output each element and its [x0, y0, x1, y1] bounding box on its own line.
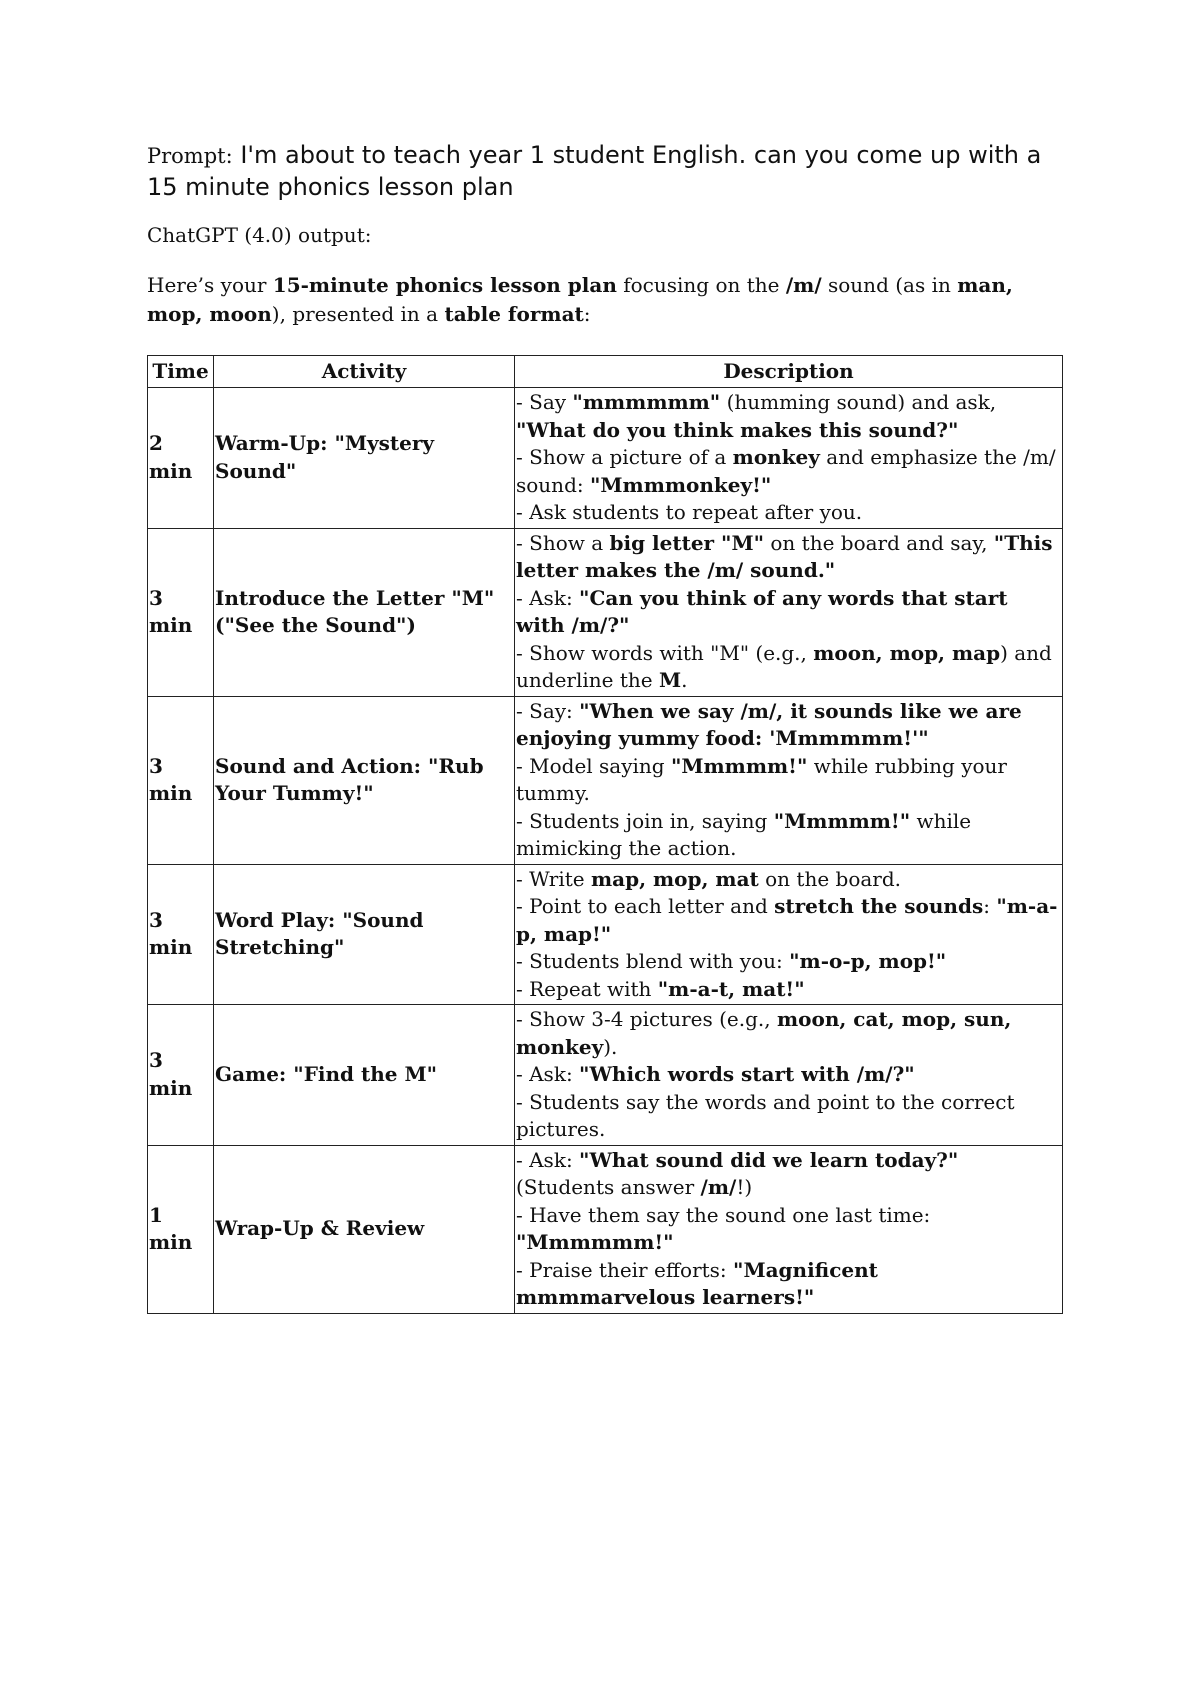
description-run: "mmmmmm": [572, 390, 721, 414]
description-line: [516, 585, 1061, 640]
row-description: [515, 696, 1063, 864]
description-line: [516, 1257, 1061, 1312]
table-row: [148, 696, 1063, 864]
header-time: Time: [148, 356, 214, 388]
lesson-plan-table: [147, 355, 1063, 1314]
row-activity: Introduce the Letter "M" ("See the Sound"): [214, 528, 515, 696]
description-run: "When we say /m/, it sounds like we are enjoying yummy food: 'Mmmmmm!'": [516, 698, 1022, 750]
row-activity: Word Play: "Sound Stretching": [214, 864, 515, 1005]
description-run: - Praise their efforts:: [516, 1257, 734, 1282]
description-line: [516, 1147, 1061, 1202]
description-run: on the board and say,: [764, 530, 994, 555]
row-activity: Game: "Find the M": [214, 1005, 515, 1146]
prompt-label: Prompt:: [147, 144, 233, 168]
intro-run: /m/: [785, 273, 822, 297]
description-run: - Students blend with you:: [516, 949, 790, 973]
description-run: - Ask students to repeat after you.: [516, 500, 863, 524]
description-run: - Write: [516, 866, 591, 891]
description-line: [516, 444, 1061, 499]
description-run: (humming sound) and ask,: [720, 390, 997, 414]
description-run: !): [736, 1175, 753, 1199]
description-line: [516, 389, 1061, 444]
description-run: moon, cat, mop, sun, monkey: [516, 1007, 1012, 1059]
row-time: 3 min: [148, 1005, 214, 1146]
description-run: - Ask:: [516, 1062, 580, 1086]
table-row: [148, 1005, 1063, 1146]
description-line: [516, 1202, 1061, 1257]
description-run: - Students say the words and point to the correct pictures.: [516, 1089, 1015, 1141]
description-line: [516, 1089, 1061, 1144]
description-run: "Mmmmm!": [773, 808, 911, 833]
intro-run: :: [583, 302, 591, 326]
description-run: while mimicking the action.: [516, 808, 972, 860]
description-run: - Have them say the sound one last time:: [516, 1202, 931, 1227]
description-run: "m-o-p, mop!": [789, 949, 947, 973]
row-activity: Warm-Up: "Mystery Sound": [214, 388, 515, 529]
description-run: "Mmmmonkey!": [589, 472, 772, 497]
row-time: 3 min: [148, 528, 214, 696]
description-run: - Show 3-4 pictures (e.g.,: [516, 1007, 777, 1031]
description-run: .: [681, 668, 688, 692]
output-label: ChatGPT (4.0) output:: [147, 223, 372, 247]
intro-run: man, mop, moon: [147, 273, 1013, 326]
description-line: [516, 893, 1061, 948]
table-row: [148, 388, 1063, 529]
description-run: "Can you think of any words that start with /m/?": [516, 585, 1008, 637]
row-time: 3 min: [148, 696, 214, 864]
header-activity: Activity: [214, 356, 515, 388]
description-run: and emphasize the /m/ sound:: [516, 445, 1056, 497]
table-row: [148, 1145, 1063, 1313]
description-line: [516, 948, 1061, 976]
intro-run: focusing on the: [616, 273, 786, 297]
description-line: [516, 753, 1061, 808]
description-run: big letter "M": [609, 530, 765, 555]
intro-run: table format: [444, 302, 584, 326]
description-run: - Ask:: [516, 585, 580, 610]
row-activity: Sound and Action: "Rub Your Tummy!": [214, 696, 515, 864]
description-run: "What do you think makes this sound?": [516, 417, 959, 442]
row-time: 2 min: [148, 388, 214, 529]
description-line: [516, 1006, 1061, 1061]
prompt-line: [147, 140, 1062, 203]
description-run: "m-a-t, mat!": [657, 976, 805, 1001]
description-run: "m-a-p, map!": [516, 894, 1058, 946]
row-description: [515, 1005, 1063, 1146]
prompt-text: I'm about to teach year 1 student English. can you come up with a 15 minute phonics lesson plan: [147, 141, 1042, 201]
description-run: "Mmmmm!": [670, 753, 808, 778]
description-run: ).: [603, 1034, 618, 1059]
intro-run: Here’s your: [147, 273, 273, 297]
description-run: "This letter makes the /m/ sound.": [516, 530, 1053, 582]
row-description: [515, 388, 1063, 529]
description-run: while rubbing your tummy.: [516, 753, 1007, 805]
description-run: - Say: [516, 390, 573, 414]
intro-run: sound (as in: [821, 273, 958, 297]
description-run: - Point to each letter and: [516, 894, 775, 918]
row-description: [515, 528, 1063, 696]
description-run: - Say:: [516, 698, 580, 723]
row-time: 1 min: [148, 1145, 214, 1313]
description-run: - Model saying: [516, 753, 671, 778]
row-activity: Wrap-Up & Review: [214, 1145, 515, 1313]
table-row: [148, 864, 1063, 1005]
description-run: M: [658, 668, 682, 692]
description-run: - Show a: [516, 530, 610, 555]
description-run: - Show words with "M" (e.g.,: [516, 640, 814, 665]
row-description: [515, 1145, 1063, 1313]
description-run: stretch the sounds: [774, 894, 984, 918]
description-run: :: [983, 894, 997, 918]
table-row: [148, 528, 1063, 696]
description-run: /m/: [700, 1175, 737, 1199]
intro-run: 15-minute phonics lesson plan: [272, 273, 617, 297]
header-description: Description: [515, 356, 1063, 388]
description-run: - Show a picture of a: [516, 445, 733, 469]
description-run: monkey: [732, 445, 820, 469]
description-line: [516, 1061, 1061, 1089]
intro-run: ), presented in a: [271, 302, 445, 326]
description-run: (Students answer: [516, 1175, 701, 1199]
description-line: [516, 808, 1061, 863]
document-page: [147, 140, 1062, 1314]
description-line: [516, 499, 1061, 527]
description-run: - Repeat with: [516, 976, 658, 1001]
description-run: "Magnificent mmmmarvelous learners!": [516, 1257, 878, 1309]
description-run: on the board.: [758, 866, 902, 891]
description-line: [516, 698, 1061, 753]
description-run: - Students join in, saying: [516, 808, 774, 833]
row-description: [515, 864, 1063, 1005]
description-line: [516, 640, 1061, 695]
description-run: "Mmmmmm!": [516, 1230, 674, 1254]
description-run: "Which words start with /m/?": [579, 1062, 915, 1086]
description-run: - Ask:: [516, 1147, 580, 1172]
description-run: moon, mop, map: [813, 640, 1001, 665]
description-run: map, mop, mat: [590, 866, 759, 891]
description-line: [516, 976, 1061, 1004]
description-line: [516, 530, 1061, 585]
description-line: [516, 866, 1061, 894]
intro-paragraph: [147, 271, 1062, 329]
description-run: "What sound did we learn today?": [579, 1147, 959, 1172]
description-run: ) and underline the: [516, 640, 1052, 692]
row-time: 3 min: [148, 864, 214, 1005]
table-header-row: [148, 356, 1063, 388]
